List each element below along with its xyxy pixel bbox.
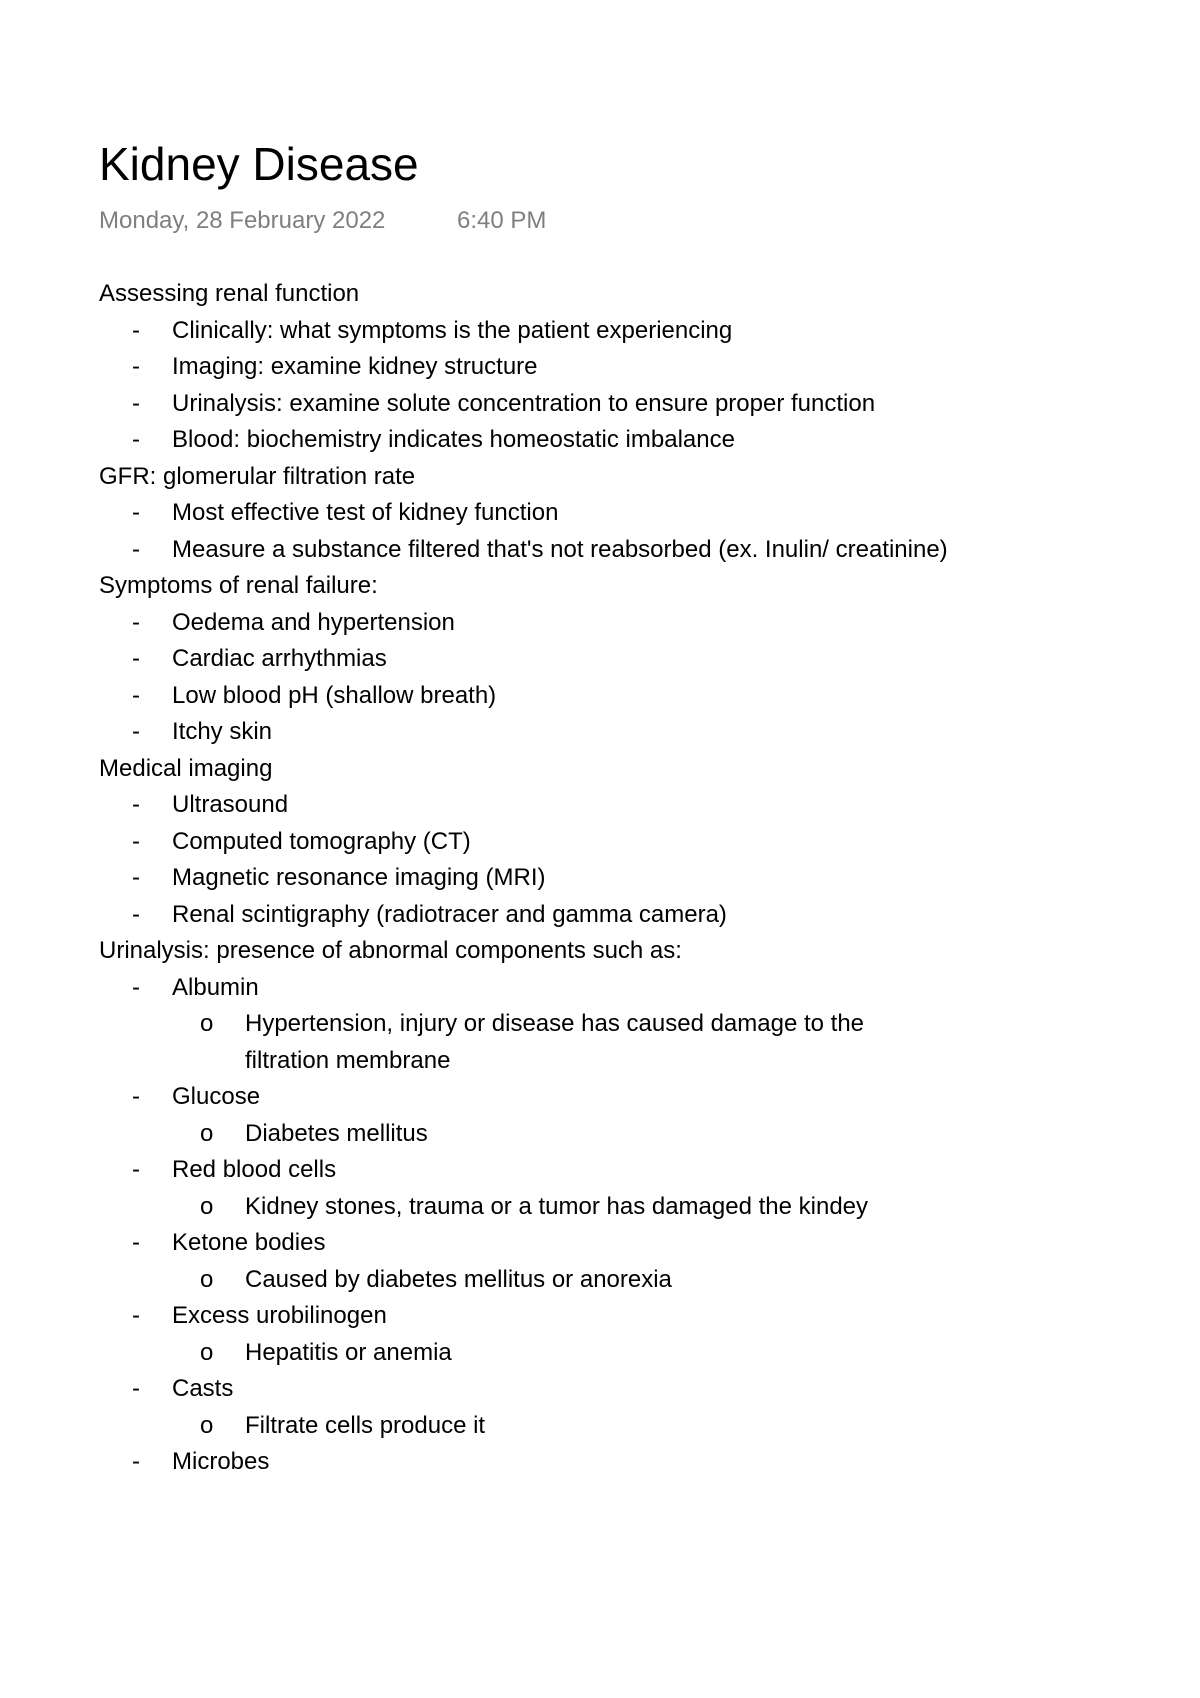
note-time: 6:40 PM	[457, 207, 547, 234]
sub-bullet-list	[172, 1335, 992, 1372]
sub-list-item-text: Caused by diabetes mellitus or anorexia	[245, 1265, 672, 1293]
circle-bullet-icon: o	[200, 1411, 214, 1439]
dash-bullet-icon: -	[132, 353, 140, 380]
note-section	[99, 751, 1099, 934]
list-item-text: Itchy skin	[172, 718, 273, 745]
list-item	[99, 532, 992, 569]
list-item	[99, 824, 992, 861]
list-item-text: Measure a substance filtered that's not reabsorbed (ex. Inulin/ creatinine)	[172, 535, 948, 563]
list-item-text: Excess urobilinogen	[172, 1302, 387, 1329]
list-item-text: Most effective test of kidney function	[172, 499, 559, 526]
list-item-text: Red blood cells	[172, 1156, 337, 1183]
bullet-list	[99, 605, 1099, 751]
note-date: Monday, 28 February 2022	[99, 207, 386, 234]
list-item-text: Renal scintigraphy (radiotracer and gamma camera)	[172, 900, 727, 928]
sub-list-item	[172, 1189, 925, 1226]
list-item	[99, 1298, 992, 1371]
list-item	[99, 313, 992, 350]
dash-bullet-icon: -	[132, 973, 140, 1001]
dash-bullet-icon: -	[132, 791, 140, 818]
sub-list-item	[172, 1335, 925, 1372]
sub-bullet-list	[172, 1116, 992, 1153]
list-item-text: Blood: biochemistry indicates homeostatic imbalance	[172, 426, 735, 453]
dash-bullet-icon: -	[132, 864, 140, 891]
list-item	[99, 349, 992, 386]
circle-bullet-icon: o	[200, 1119, 214, 1147]
list-item	[99, 1152, 992, 1225]
sub-list-item-text: Filtrate cells produce it	[245, 1411, 486, 1439]
sub-list-item-text: Hypertension, injury or disease has caused damage to the filtration membrane	[245, 1010, 865, 1074]
bullet-list	[99, 495, 1099, 568]
dash-bullet-icon: -	[132, 426, 140, 453]
circle-bullet-icon: o	[200, 1265, 214, 1293]
dash-bullet-icon: -	[132, 1083, 140, 1110]
dash-bullet-icon: -	[132, 1448, 140, 1475]
sub-bullet-list	[172, 1006, 992, 1079]
section-heading: Medical imaging	[99, 754, 273, 782]
bullet-list	[99, 787, 1099, 933]
list-item	[99, 1444, 992, 1481]
dash-bullet-icon: -	[132, 645, 140, 672]
list-item	[99, 386, 992, 423]
dash-bullet-icon: -	[132, 827, 140, 855]
note-section	[99, 933, 1099, 1481]
list-item	[99, 1225, 992, 1298]
note-section	[99, 568, 1099, 751]
dash-bullet-icon: -	[132, 1302, 140, 1329]
list-item-text: Low blood pH (shallow breath)	[172, 681, 497, 709]
list-item-text: Cardiac arrhythmias	[172, 645, 387, 672]
list-item-text: Microbes	[172, 1448, 270, 1475]
list-item	[99, 605, 992, 642]
list-item-text: Computed tomography (CT)	[172, 827, 471, 855]
dash-bullet-icon: -	[132, 1229, 140, 1256]
sub-list-item-text: Kidney stones, trauma or a tumor has damaged the kindey	[245, 1192, 869, 1220]
sub-list-item	[172, 1006, 925, 1079]
note-section	[99, 459, 1099, 569]
dash-bullet-icon: -	[132, 1156, 140, 1183]
dash-bullet-icon: -	[132, 718, 140, 745]
page-title: Kidney Disease	[99, 138, 419, 190]
dash-bullet-icon: -	[132, 316, 140, 344]
sub-bullet-list	[172, 1189, 992, 1226]
sub-list-item	[172, 1408, 925, 1445]
section-heading: GFR: glomerular filtration rate	[99, 462, 416, 490]
note-meta	[99, 206, 547, 236]
list-item	[99, 641, 992, 678]
list-item	[99, 860, 992, 897]
list-item	[99, 678, 992, 715]
sub-list-item-text: Hepatitis or anemia	[245, 1338, 452, 1366]
bullet-list	[99, 970, 1099, 1481]
dash-bullet-icon: -	[132, 389, 140, 417]
sub-list-item-text: Diabetes mellitus	[245, 1119, 428, 1147]
list-item	[99, 787, 992, 824]
sub-bullet-list	[172, 1408, 992, 1445]
list-item	[99, 495, 992, 532]
list-item-text: Magnetic resonance imaging (MRI)	[172, 864, 546, 891]
dash-bullet-icon: -	[132, 681, 140, 709]
circle-bullet-icon: o	[200, 1010, 214, 1037]
section-heading: Symptoms of renal failure:	[99, 572, 378, 599]
sub-bullet-list	[172, 1262, 992, 1299]
list-item-text: Ultrasound	[172, 791, 289, 818]
list-item	[99, 897, 992, 934]
circle-bullet-icon: o	[200, 1338, 214, 1366]
circle-bullet-icon: o	[200, 1192, 214, 1220]
list-item-text: Albumin	[172, 973, 259, 1001]
note-body	[99, 276, 1099, 1481]
sub-list-item	[172, 1262, 925, 1299]
note-section	[99, 276, 1099, 459]
bullet-list	[99, 313, 1099, 459]
section-heading: Assessing renal function	[99, 280, 360, 307]
list-item	[99, 714, 992, 751]
list-item-text: Casts	[172, 1375, 234, 1402]
list-item-text: Urinalysis: examine solute concentration to ensure proper function	[172, 389, 876, 417]
dash-bullet-icon: -	[132, 499, 140, 526]
sub-list-item	[172, 1116, 925, 1153]
list-item	[99, 970, 992, 1080]
list-item-text: Glucose	[172, 1083, 261, 1110]
dash-bullet-icon: -	[132, 900, 140, 928]
list-item-text: Imaging: examine kidney structure	[172, 353, 538, 380]
list-item-text: Clinically: what symptoms is the patient experiencing	[172, 316, 733, 344]
dash-bullet-icon: -	[132, 608, 140, 636]
list-item-text: Ketone bodies	[172, 1229, 326, 1256]
dash-bullet-icon: -	[132, 535, 140, 563]
dash-bullet-icon: -	[132, 1375, 140, 1402]
list-item-text: Oedema and hypertension	[172, 608, 455, 636]
list-item	[99, 1371, 992, 1444]
list-item	[99, 422, 992, 459]
section-heading: Urinalysis: presence of abnormal components such as:	[99, 937, 682, 964]
list-item	[99, 1079, 992, 1152]
